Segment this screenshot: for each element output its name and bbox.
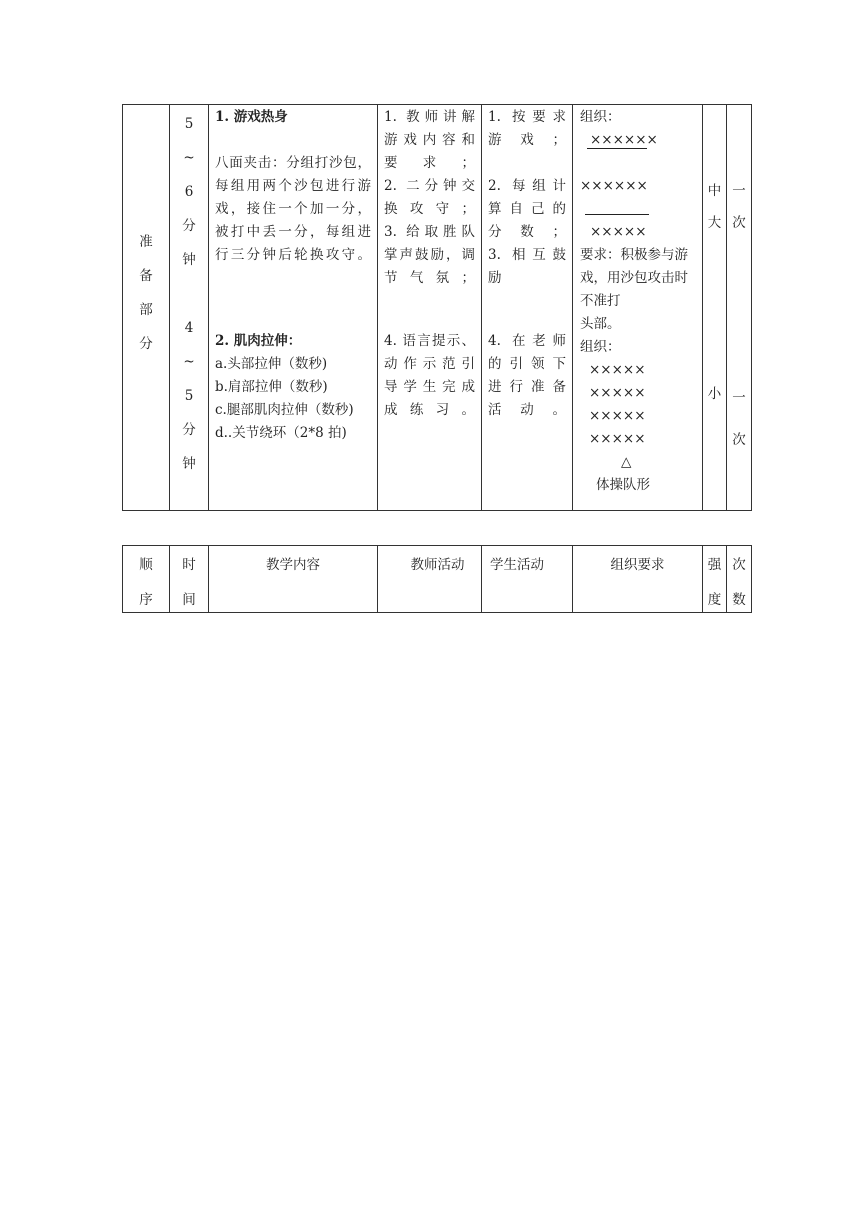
- org-formation-grid: [580, 359, 696, 451]
- time-char: 4: [184, 320, 194, 336]
- count-char: 一: [732, 390, 746, 406]
- time-char: 5: [184, 388, 194, 404]
- org-row-1: ××××××: [590, 132, 658, 148]
- header-count: [727, 548, 751, 618]
- time-char: 5: [184, 116, 194, 132]
- student-line: 3. 相互鼓: [488, 247, 566, 263]
- header-char: 序: [139, 592, 153, 608]
- header-char: 数: [732, 592, 746, 608]
- header-student: 学生活动: [490, 557, 544, 573]
- student-line: 2. 每组计: [488, 178, 566, 194]
- time-char: 钟: [182, 456, 196, 472]
- header-intensity: [703, 548, 726, 618]
- divider-line: [585, 214, 649, 215]
- org-formation-label: 体操队形: [596, 477, 650, 493]
- count-second: [727, 377, 751, 461]
- org-requirement: [580, 244, 696, 336]
- game-desc-line: 戏，接住一个加一分，: [215, 201, 371, 217]
- student-activity-top: [488, 106, 566, 290]
- header-content: 教学内容: [266, 557, 320, 573]
- game-desc-line: 每组用两个沙包进行游: [215, 178, 371, 194]
- count-char: 一: [732, 183, 746, 199]
- student-line: 分数；: [488, 224, 566, 240]
- count-char: 次: [732, 432, 746, 448]
- teacher-line: 导学生完成: [384, 379, 475, 395]
- org-req-line: 头部。: [580, 316, 621, 332]
- table-header-row: [123, 546, 752, 613]
- header-char: 时: [182, 557, 196, 573]
- time-char: 钟: [182, 252, 196, 268]
- org-grid-row: ×××××: [589, 362, 646, 378]
- game-description: [215, 152, 371, 267]
- org-grid-row: ×××××: [589, 408, 646, 424]
- org-req-line: 戏，用沙包攻击时: [580, 270, 688, 286]
- student-line: 活动。: [488, 402, 566, 418]
- teacher-line: 要求；: [384, 155, 475, 171]
- section-name: [123, 225, 169, 361]
- teacher-line: 掌声鼓励，调: [384, 247, 475, 263]
- student-line: [488, 152, 566, 175]
- header-table: [122, 545, 752, 613]
- intensity-first: [703, 175, 726, 239]
- divider-line: [587, 148, 647, 149]
- student-line: 4. 在老师: [488, 333, 566, 349]
- time-char: 分: [182, 218, 196, 234]
- intensity-cell: [703, 105, 727, 511]
- teacher-line: 成练习。: [384, 402, 475, 418]
- teacher-line: 游戏内容和: [384, 132, 475, 148]
- intensity-second: [703, 377, 726, 411]
- org-grid-row: ×××××: [589, 385, 646, 401]
- header-time: [170, 548, 208, 618]
- teacher-activity-bottom: [384, 330, 475, 422]
- count-cell: [727, 105, 752, 511]
- stretch-item: d..关节绕环（2*8 拍): [215, 425, 347, 441]
- student-line: 游戏；: [488, 132, 566, 148]
- student-line: 算自己的: [488, 201, 566, 217]
- teacher-line: 节气氛；: [384, 270, 475, 286]
- org-grid-row: ×××××: [589, 431, 646, 447]
- header-order: [123, 548, 169, 618]
- time-second: [170, 311, 208, 481]
- header-teacher: 教师活动: [410, 557, 465, 573]
- teacher-line: 3. 给取胜队: [384, 224, 475, 240]
- teacher-line: 动作示范引: [384, 356, 475, 372]
- lesson-plan-table: [122, 104, 752, 511]
- section-char: 分: [139, 336, 153, 352]
- header-char: 顺: [139, 557, 153, 573]
- section-cell: [123, 105, 170, 511]
- intensity-char: 大: [707, 215, 722, 231]
- student-line: 的引领下: [488, 356, 566, 372]
- student-activity-bottom: [488, 330, 566, 422]
- intensity-char: 小: [707, 386, 722, 402]
- org-req-line: 要求：积极参与游: [580, 247, 688, 263]
- time-char: 分: [182, 422, 196, 438]
- count-char: 次: [732, 215, 746, 231]
- org-triangle: △: [621, 454, 632, 470]
- stretch-item: b.肩部拉伸（数秒): [215, 379, 328, 395]
- section-char: 备: [139, 268, 153, 284]
- time-cell: [170, 105, 209, 511]
- student-activity-cell: [482, 105, 573, 511]
- teacher-line: 4. 语言提示、: [384, 333, 475, 349]
- student-line: 进行准备: [488, 379, 566, 395]
- stretch-list: [215, 353, 371, 445]
- intensity-char: 中: [707, 183, 722, 199]
- time-first: [170, 107, 208, 277]
- game-desc-line: 行三分钟后轮换攻守。: [215, 247, 371, 263]
- game-title: 1. 游戏热身: [215, 109, 288, 125]
- stretch-title: 2. 肌肉拉伸：: [215, 333, 302, 349]
- time-char: ~: [183, 150, 195, 166]
- teacher-line: 1. 教师讲解: [384, 109, 475, 125]
- header-char: 度: [707, 592, 722, 608]
- table-row: [123, 105, 752, 511]
- time-char: 6: [184, 184, 194, 200]
- organization-cell: [573, 105, 703, 511]
- org-label-1: 组织：: [580, 109, 621, 125]
- header-char: 间: [182, 592, 196, 608]
- org-row-2: ××××××: [580, 178, 648, 194]
- content-cell: [209, 105, 378, 511]
- time-char: ~: [183, 354, 195, 370]
- org-label-2: 组织：: [580, 339, 621, 355]
- stretch-item: a.头部拉伸（数秒): [215, 356, 328, 372]
- org-row-3: ×××××: [590, 224, 647, 240]
- org-req-line: 不准打: [580, 293, 621, 309]
- teacher-activity-top: [384, 106, 475, 290]
- header-char: 强: [707, 557, 722, 573]
- teacher-line: 2. 二分钟交: [384, 178, 475, 194]
- header-organization: 组织要求: [610, 557, 665, 573]
- game-desc-line: 被打中丢一分，每组进: [215, 224, 371, 240]
- section-char: 部: [139, 302, 153, 318]
- student-line: 励: [488, 270, 502, 286]
- count-first: [727, 175, 751, 239]
- game-desc-line: 八面夹击：分组打沙包，: [215, 155, 371, 171]
- teacher-line: 换攻守；: [384, 201, 475, 217]
- student-line: 1. 按要求: [488, 109, 566, 125]
- teacher-activity-cell: [378, 105, 482, 511]
- section-char: 准: [139, 234, 153, 250]
- header-char: 次: [732, 557, 746, 573]
- stretch-item: c.腿部肌肉拉伸（数秒): [215, 402, 354, 418]
